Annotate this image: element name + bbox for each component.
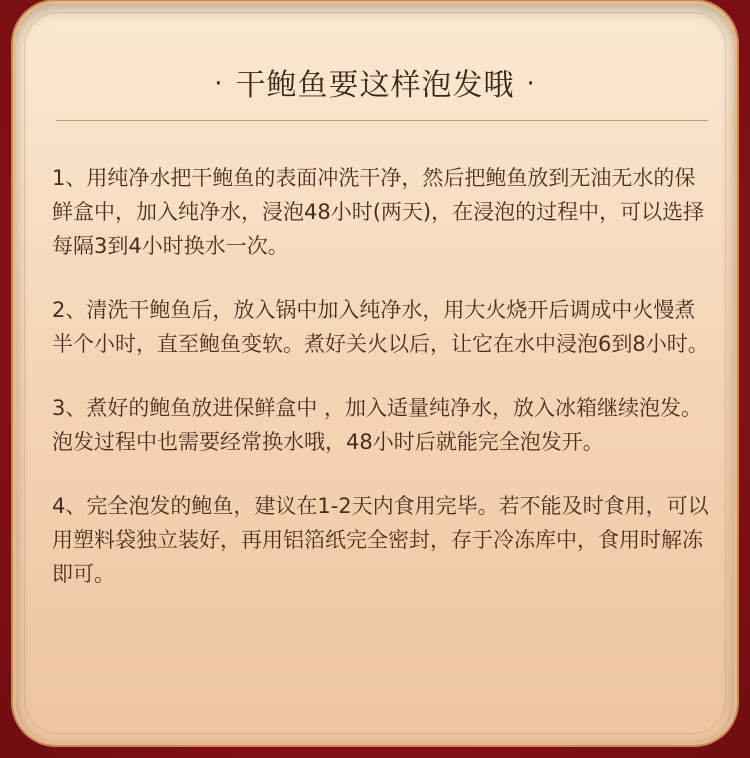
instruction-card (16, 4, 734, 742)
title-left-dot: · (214, 69, 224, 99)
title-divider (56, 120, 708, 121)
card-title (16, 60, 734, 104)
instruction-step-1: 1、用纯净水把干鲍鱼的表面冲洗干净，然后把鲍鱼放到无油无水的保鲜盒中，加入纯净水，浸泡48小时(两天)，在浸泡的过程中，可以选择每隔3到4小时换水一次。 (52, 166, 705, 258)
title-text: 干鲍鱼要这样泡发哦 (235, 68, 515, 103)
instruction-step-4: 4、完全泡发的鲍鱼，建议在1-2天内食用完毕。若不能及时食用，可以用塑料袋独立装好，再用铝箔纸完全密封，存于冷冻库中，食用时解冻即可。 (52, 494, 709, 586)
instruction-step-2: 2、清洗干鲍鱼后，放入锅中加入纯净水，用大火烧开后调成中火慢煮半个小时，直至鲍鱼变软。煮好关火以后，让它在水中浸泡6到8小时。 (52, 298, 709, 356)
title-right-dot: · (526, 69, 536, 99)
instruction-step-3: 3、煮好的鲍鱼放进保鲜盒中 ，加入适量纯净水，放入冰箱继续泡发。泡发过程中也需要经常换水哦，48小时后就能完全泡发开。 (52, 396, 703, 454)
instruction-list (52, 161, 712, 621)
